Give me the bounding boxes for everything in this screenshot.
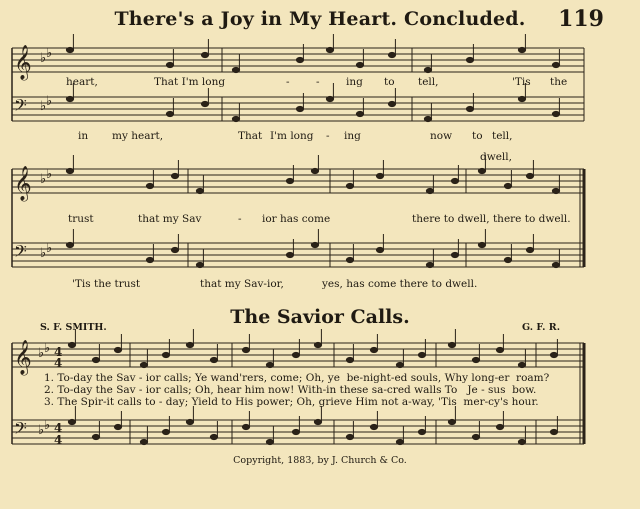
page-title: There's a Joy in My Heart. Concluded. bbox=[114, 8, 526, 30]
composer-credit: G. F. R. bbox=[522, 322, 560, 333]
note-head bbox=[552, 111, 559, 116]
lyric: my heart, bbox=[112, 130, 164, 142]
note-head bbox=[346, 257, 353, 262]
note-head bbox=[286, 178, 293, 183]
note-head bbox=[346, 357, 353, 362]
note-head bbox=[292, 352, 299, 357]
note-head bbox=[186, 342, 193, 347]
lyric: - bbox=[286, 76, 290, 88]
flat-icon: ♭ bbox=[40, 51, 47, 66]
note-head bbox=[518, 439, 525, 444]
note-head bbox=[196, 262, 203, 267]
note-head bbox=[114, 424, 121, 429]
note-head bbox=[146, 257, 153, 262]
note-head bbox=[504, 257, 511, 262]
verse-line: 3. The Spir-it calls to - day; Yield to His power; Oh, grieve Him not a-way, 'Tis mer-cy's hour. bbox=[44, 396, 539, 408]
lyric: ing bbox=[344, 130, 361, 142]
flat-icon: ♭ bbox=[46, 241, 53, 256]
note-head bbox=[518, 362, 525, 367]
lyric: tell, bbox=[418, 76, 439, 88]
note-head bbox=[356, 62, 363, 67]
time-signature-icon: 4 bbox=[54, 356, 63, 370]
note-head bbox=[356, 111, 363, 116]
lyric: That I'm long bbox=[154, 76, 226, 88]
note-head bbox=[196, 188, 203, 193]
lyric: - bbox=[326, 130, 330, 142]
note-head bbox=[171, 247, 178, 252]
note-head bbox=[550, 352, 557, 357]
lyric: tell, bbox=[492, 130, 513, 142]
note-head bbox=[201, 52, 208, 57]
note-head bbox=[478, 242, 485, 247]
note-head bbox=[68, 342, 75, 347]
note-head bbox=[314, 419, 321, 424]
note-head bbox=[162, 352, 169, 357]
note-head bbox=[448, 419, 455, 424]
lyric: - bbox=[238, 213, 242, 225]
verse-line: 1. To-day the Sav - ior calls; Ye wand'rers, come; Oh, ye be-night-ed souls, Why long-er roam? bbox=[44, 372, 550, 384]
note-head bbox=[426, 262, 433, 267]
treble-clef-icon: 𝄞 bbox=[14, 166, 32, 201]
note-head bbox=[451, 178, 458, 183]
note-head bbox=[171, 173, 178, 178]
lyric: I'm long bbox=[270, 130, 314, 142]
note-head bbox=[478, 168, 485, 173]
note-head bbox=[451, 252, 458, 257]
note-head bbox=[526, 173, 533, 178]
flat-icon: ♭ bbox=[38, 423, 45, 438]
note-head bbox=[242, 424, 249, 429]
note-head bbox=[370, 424, 377, 429]
note-head bbox=[266, 362, 273, 367]
lyric: - bbox=[316, 76, 320, 88]
note-head bbox=[314, 342, 321, 347]
note-head bbox=[376, 247, 383, 252]
note-heads-system2 bbox=[66, 155, 559, 268]
note-head bbox=[346, 183, 353, 188]
note-head bbox=[550, 429, 557, 434]
time-signature-icon: 4 bbox=[54, 345, 63, 359]
note-head bbox=[311, 242, 318, 247]
note-head bbox=[552, 262, 559, 267]
time-signature-icon: 4 bbox=[54, 433, 63, 447]
flat-icon: ♭ bbox=[44, 341, 51, 356]
lyric: 'Tis bbox=[512, 76, 531, 88]
note-head bbox=[424, 116, 431, 121]
note-head bbox=[370, 347, 377, 352]
note-head bbox=[166, 62, 173, 67]
note-head bbox=[496, 424, 503, 429]
song-title: The Savior Calls. bbox=[230, 306, 410, 328]
note-head bbox=[242, 347, 249, 352]
lyricist-credit: S. F. SMITH. bbox=[40, 322, 107, 333]
lyric: That bbox=[238, 130, 263, 142]
note-head bbox=[296, 106, 303, 111]
flat-icon: ♭ bbox=[46, 46, 53, 61]
bass-clef-icon: 𝄢 bbox=[14, 418, 27, 442]
note-head bbox=[66, 168, 73, 173]
note-head bbox=[466, 106, 473, 111]
note-head bbox=[518, 47, 525, 52]
copyright-notice: Copyright, 1883, by J. Church & Co. bbox=[233, 455, 407, 466]
note-head bbox=[201, 101, 208, 106]
verse-line: 2. To-day the Sav - ior calls; Oh, hear him now! With-in these sa-cred walls To Je - sus bow. bbox=[44, 384, 537, 396]
note-head bbox=[396, 439, 403, 444]
note-head bbox=[396, 362, 403, 367]
note-head bbox=[146, 183, 153, 188]
flat-icon: ♭ bbox=[40, 99, 47, 114]
note-head bbox=[388, 101, 395, 106]
lyric: now bbox=[430, 130, 453, 142]
note-head bbox=[552, 188, 559, 193]
note-head bbox=[311, 168, 318, 173]
note-head bbox=[346, 434, 353, 439]
note-head bbox=[166, 111, 173, 116]
note-head bbox=[426, 188, 433, 193]
note-head bbox=[326, 96, 333, 101]
lyric: the bbox=[550, 76, 568, 88]
note-head bbox=[162, 429, 169, 434]
lyric: ior has come bbox=[262, 213, 331, 225]
note-head bbox=[504, 183, 511, 188]
lyric: 'Tis the trust bbox=[72, 278, 141, 290]
flat-icon: ♭ bbox=[38, 346, 45, 361]
lyric: in bbox=[78, 130, 89, 142]
flat-icon: ♭ bbox=[44, 418, 51, 433]
flat-icon: ♭ bbox=[40, 246, 47, 261]
note-head bbox=[472, 434, 479, 439]
treble-clef-icon: 𝄞 bbox=[14, 45, 32, 80]
note-head bbox=[66, 242, 73, 247]
note-head bbox=[418, 352, 425, 357]
note-head bbox=[388, 52, 395, 57]
lyric: ing bbox=[346, 76, 363, 88]
note-heads-system1 bbox=[66, 34, 559, 122]
note-head bbox=[66, 47, 73, 52]
note-head bbox=[114, 347, 121, 352]
note-head bbox=[92, 357, 99, 362]
page-number: 119 bbox=[558, 6, 604, 32]
treble-clef-icon: 𝄞 bbox=[14, 340, 32, 375]
bass-clef-icon: 𝄢 bbox=[14, 95, 27, 119]
note-head bbox=[326, 47, 333, 52]
staff-system2-treble bbox=[12, 169, 584, 193]
note-head bbox=[292, 429, 299, 434]
note-head bbox=[448, 342, 455, 347]
note-head bbox=[266, 439, 273, 444]
bass-clef-icon: 𝄢 bbox=[14, 241, 27, 265]
note-head bbox=[496, 347, 503, 352]
note-head bbox=[66, 96, 73, 101]
note-head bbox=[92, 434, 99, 439]
lyric: there to dwell, there to dwell. bbox=[412, 213, 571, 225]
staff-system2-bass bbox=[12, 243, 584, 267]
note-head bbox=[296, 57, 303, 62]
lyric: that my Sav-ior, bbox=[200, 278, 284, 290]
note-head bbox=[552, 62, 559, 67]
note-head bbox=[472, 357, 479, 362]
note-head bbox=[68, 419, 75, 424]
note-head bbox=[518, 96, 525, 101]
flat-icon: ♭ bbox=[46, 94, 53, 109]
note-head bbox=[424, 67, 431, 72]
lyric: to bbox=[384, 76, 395, 88]
note-head bbox=[140, 439, 147, 444]
note-head bbox=[140, 362, 147, 367]
lyric: to bbox=[472, 130, 483, 142]
note-head bbox=[526, 247, 533, 252]
lyric: trust bbox=[68, 213, 94, 225]
time-signature-icon: 4 bbox=[54, 421, 63, 435]
note-head bbox=[210, 434, 217, 439]
note-head bbox=[376, 173, 383, 178]
note-head bbox=[210, 357, 217, 362]
note-head bbox=[418, 429, 425, 434]
lyric: that my Sav bbox=[138, 213, 202, 225]
flat-icon: ♭ bbox=[46, 167, 53, 182]
lyric: dwell, bbox=[480, 151, 512, 163]
note-head bbox=[286, 252, 293, 257]
note-head bbox=[232, 67, 239, 72]
lyric: heart, bbox=[66, 76, 98, 88]
lyric: yes, has come there to dwell. bbox=[322, 278, 478, 290]
note-head bbox=[232, 116, 239, 121]
flat-icon: ♭ bbox=[40, 172, 47, 187]
note-head bbox=[466, 57, 473, 62]
note-head bbox=[186, 419, 193, 424]
